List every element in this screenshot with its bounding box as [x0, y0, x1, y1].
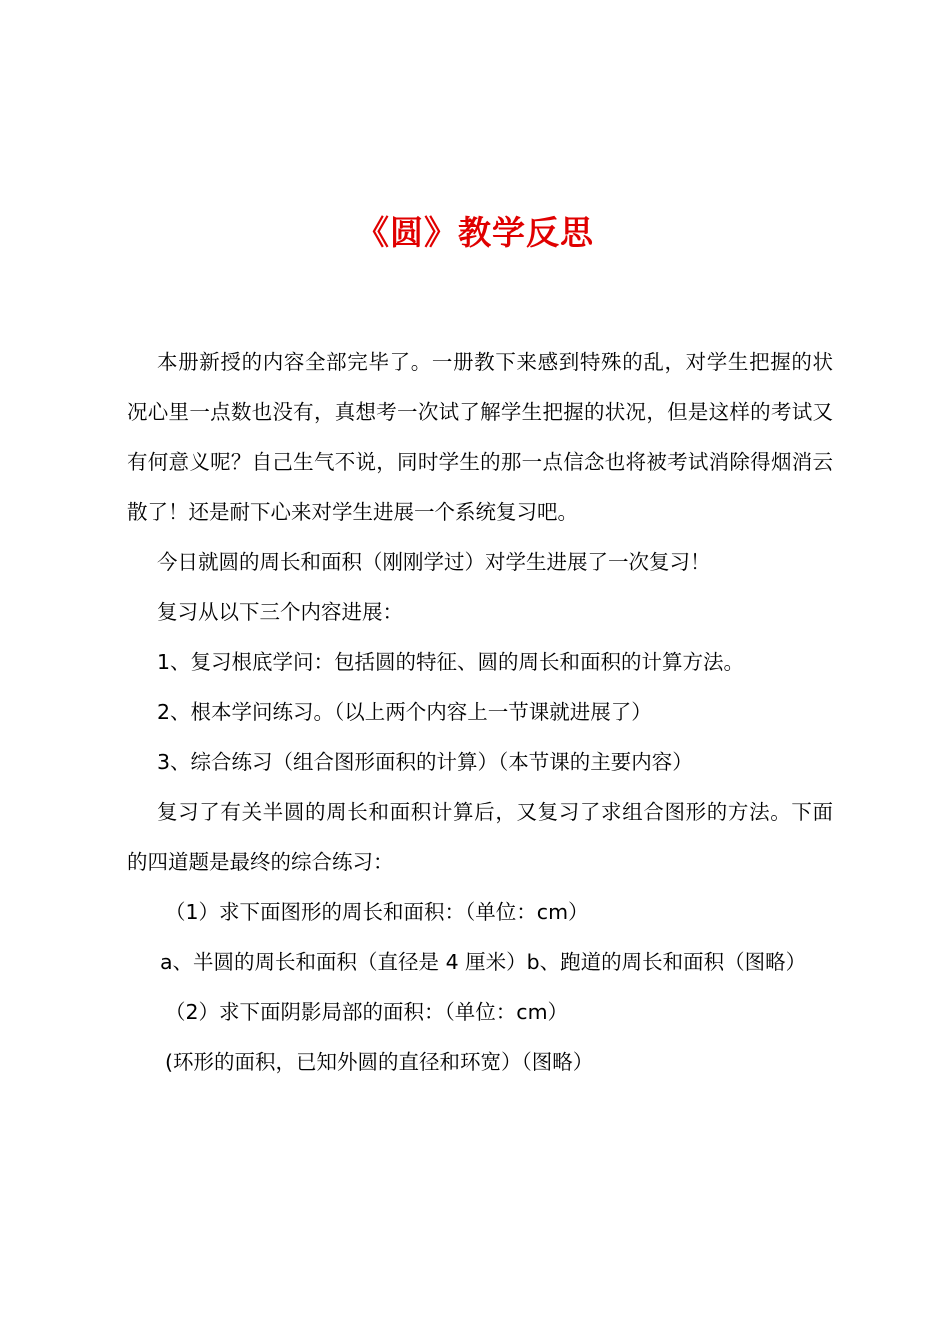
exercise-2-detail: (环形的面积，已知外圆的直径和环宽）（图略）: [165, 1050, 594, 1074]
list-item-2: 2、根本学问练习。（以上两个内容上一节课就进展了）: [157, 700, 652, 724]
paragraph-intro: 本册新授的内容全部完毕了。一册教下来感到特殊的乱，对学生把握的状况心里一点数也没有，真想考一次试了解学生把握的状况，但是这样的考试又有何意义呢？自己生气不说，同时学生的那一点信念也将被考试消除得烟消云散了！还是耐下心来对学生进展一个系统复习吧。: [127, 350, 833, 524]
paragraph-comprehensive: 复习了有关半圆的周长和面积计算后，又复习了求组合图形的方法。下面的四道题是最终的综合练习：: [127, 800, 833, 874]
exercise-2: （2）求下面阴影局部的面积：（单位：cm）: [165, 1000, 569, 1024]
paragraph-review-today: 今日就圆的周长和面积（刚刚学过）对学生进展了一次复习！: [157, 550, 711, 574]
paragraph-review-contents: 复习从以下三个内容进展：: [157, 600, 403, 624]
list-item-1: 1、复习根底学问：包括圆的特征、圆的周长和面积的计算方法。: [157, 650, 745, 674]
exercise-1: （1）求下面图形的周长和面积：（单位：cm）: [165, 900, 589, 924]
list-item-3: 3、综合练习（组合图形面积的计算）（本节课的主要内容）: [157, 750, 693, 774]
document-body: [127, 337, 833, 1087]
document-title: 《圆》教学反思: [356, 213, 594, 252]
exercise-1-detail: a、半圆的周长和面积（直径是 4 厘米）b、跑道的周长和面积（图略）: [160, 950, 807, 974]
